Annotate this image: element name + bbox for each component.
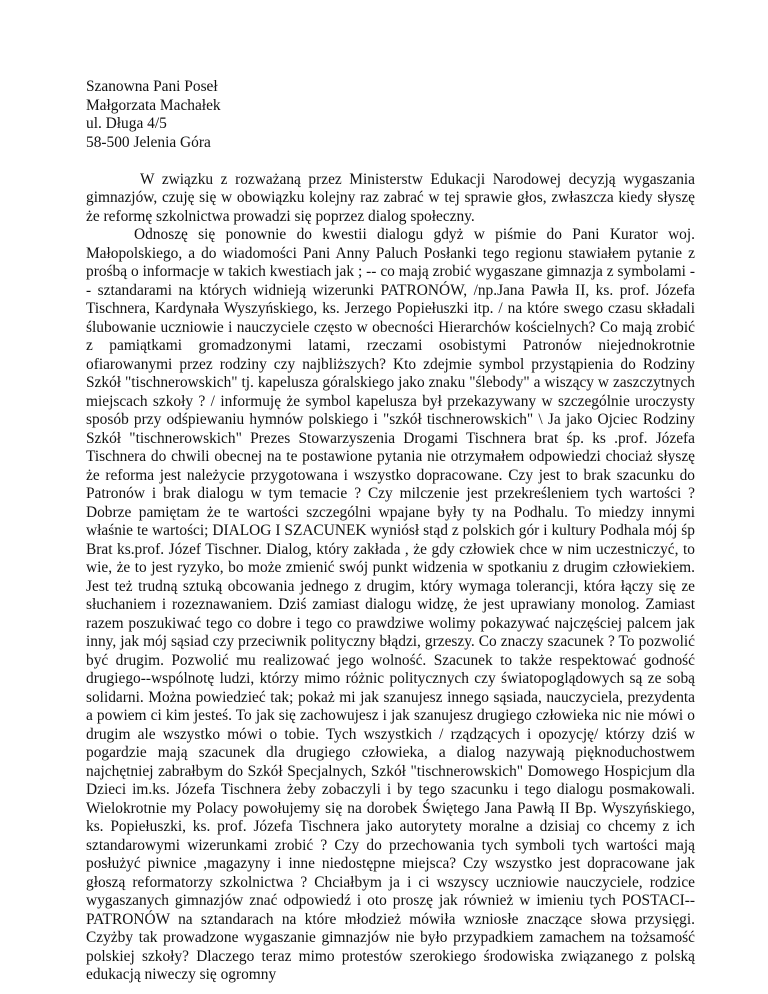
- address-line-city: 58-500 Jelenia Góra: [86, 133, 211, 151]
- letter-body: [86, 78, 695, 985]
- address-line-recipient-name: Małgorzata Machałek: [86, 96, 221, 114]
- paragraph-intro: W związku z rozważaną przez Ministerstw Edukacji Narodowej decyzją wygaszania gimnazjów, czuję się w obowiązku kolejny raz zabrać w tej sprawie głos, zwłaszcza kiedy słyszę że reformę szkolnictwa prowadzi się poprzez dialog społeczny.: [86, 170, 695, 225]
- address-line-street: ul. Długa 4/5: [86, 115, 167, 132]
- paragraph-main: Odnoszę się ponownie do kwestii dialogu gdyż w piśmie do Pani Kurator woj. Małopolskiego, a do wiadomości Pani Anny Paluch Posłanki tego regionu stawiałem pytanie z prośbą o informacje w takich kwestiach jak ; -- co mają zrobić wygaszane gimnazja z symbolami -- sztandarami na których widnieją wizerunki PATRONÓW, /np.Jana Pawła II, ks. prof. Józefa Tischnera, Kardynała Wyszyńskiego, ks. Jerzego Popiełuszki itp. / na które swego czasu składali ślubowanie uczniowie i nauczyciele często w obecności Hierarchów kościelnych? Co mają zrobić z pamiątkami gromadzonymi latami, rzeczami osobistymi Patronów niejednokrotnie ofiarowanymi przez rodziny czy najbliższych? Kto zdejmie symbol przystąpienia do Rodziny Szkół "tischnerowskich" tj. kapelusza góralskiego jako znaku "ślebody" a wiszący w zaszczytnych miejscach szkoły ? / informuję że symbol kapelusza był przekazywany w szczególnie uroczysty sposób przy odśpiewaniu hymnów polskiego i "szkół tischnerowskich" \ Ja jako Ojciec Rodziny Szkół "tischnerowskich" Prezes Stowarzyszenia Drogami Tischnera brat śp. ks .prof. Józefa Tischnera do chwili obecnej na te postawione pytania nie otrzymałem odpowiedzi chociaż słyszę że reforma jest należycie przygotowana i wszystko dopracowane. Czy jest to brak szacunku do Patronów i brak dialogu w tym temacie ? Czy milczenie jest przekreśleniem tych wartości ? Dobrze pamiętam że te wartości szczególni wpajane były ty na Podhalu. To miedzy innymi właśnie te wartości; DIALOG I SZACUNEK wyniósł stąd z polskich gór i kultury Podhala mój śp Brat ks.prof. Józef Tischner. Dialog, który zakłada , że gdy człowiek chce w nim uczestniczyć, to wie, że to jest ryzyko, bo może zmienić swój punkt widzenia w spotkaniu z drugim człowiekiem. Jest też trudną sztuką obcowania jednego z drugim, który wymaga tolerancji, która łączy się ze słuchaniem i rozeznawaniem. Dziś zamiast dialogu widzę, że jest uprawiany monolog. Zamiast razem poszukiwać tego co dobre i tego co prawdziwe wolimy pokazywać najczęściej palcem jak inny, jak mój sąsiad czy przeciwnik polityczny błądzi, grzeszy. Co znaczy szacunek ? To pozwolić być drugim. Pozwolić mu realizować jego wolność. Szacunek to także respektować godność drugiego--wspólnotę ludzi, którzy mimo różnic politycznych czy światopoglądowych są ze sobą solidarni. Można powiedzieć tak; pokaż mi jak szanujesz innego sąsiada, nauczyciela, prezydenta a powiem ci kim jesteś. To jak się zachowujesz i jak szanujesz drugiego człowieka nic nie mówi o drugim ale wszystko mówi o tobie. Tych wszystkich / rządzących i opozycję/ którzy dziś w pogardzie mają szacunek dla drugiego człowieka, a dialog nazywają pięknoduchostwem najchętniej zabrałbym do Szkół Specjalnych, Szkół "tischnerowskich" Domowego Hospicjum dla Dzieci im.ks. Józefa Tischnera żeby zobaczyli i by tego szacunku i tego dialogu posmakowali. Wielokrotnie my Polacy powołujemy się na dorobek Świętego Jana Pawłą II Bp. Wyszyńskiego, ks. Popiełuszki, ks. prof. Józefa Tischnera jako autorytety moralne a dzisiaj co chcemy z ich sztandarowymi wizerunkami zrobić ? Czy do przechowania tych symboli tych wartości mają posłużyć piwnice ,magazyny i inne niedostępne miejsca? Czy wszystko jest dopracowane jak głoszą reformatorzy szkolnictwa ? Chciałbym ja i ci wszyscy uczniowie nauczyciele, rodzice wygaszanych gimnazjów znać odpowiedź i oto proszę jak również w imieniu tych POSTACI-- PATRONÓW na sztandarach na które młodzież mówiła wzniosłe znaczące słowa przysięgi. Czyżby tak prowadzone wygaszanie gimnazjów nie było przypadkiem zamachem na tożsamość polskiej szkoły? Dlaczego teraz mimo protestów szerokiego środowiska związanego z polską edukacją niweczy się ogromny: [86, 226, 695, 983]
- address-line-recipient-title: Szanowna Pani Poseł: [86, 78, 218, 95]
- recipient-address: [86, 78, 695, 152]
